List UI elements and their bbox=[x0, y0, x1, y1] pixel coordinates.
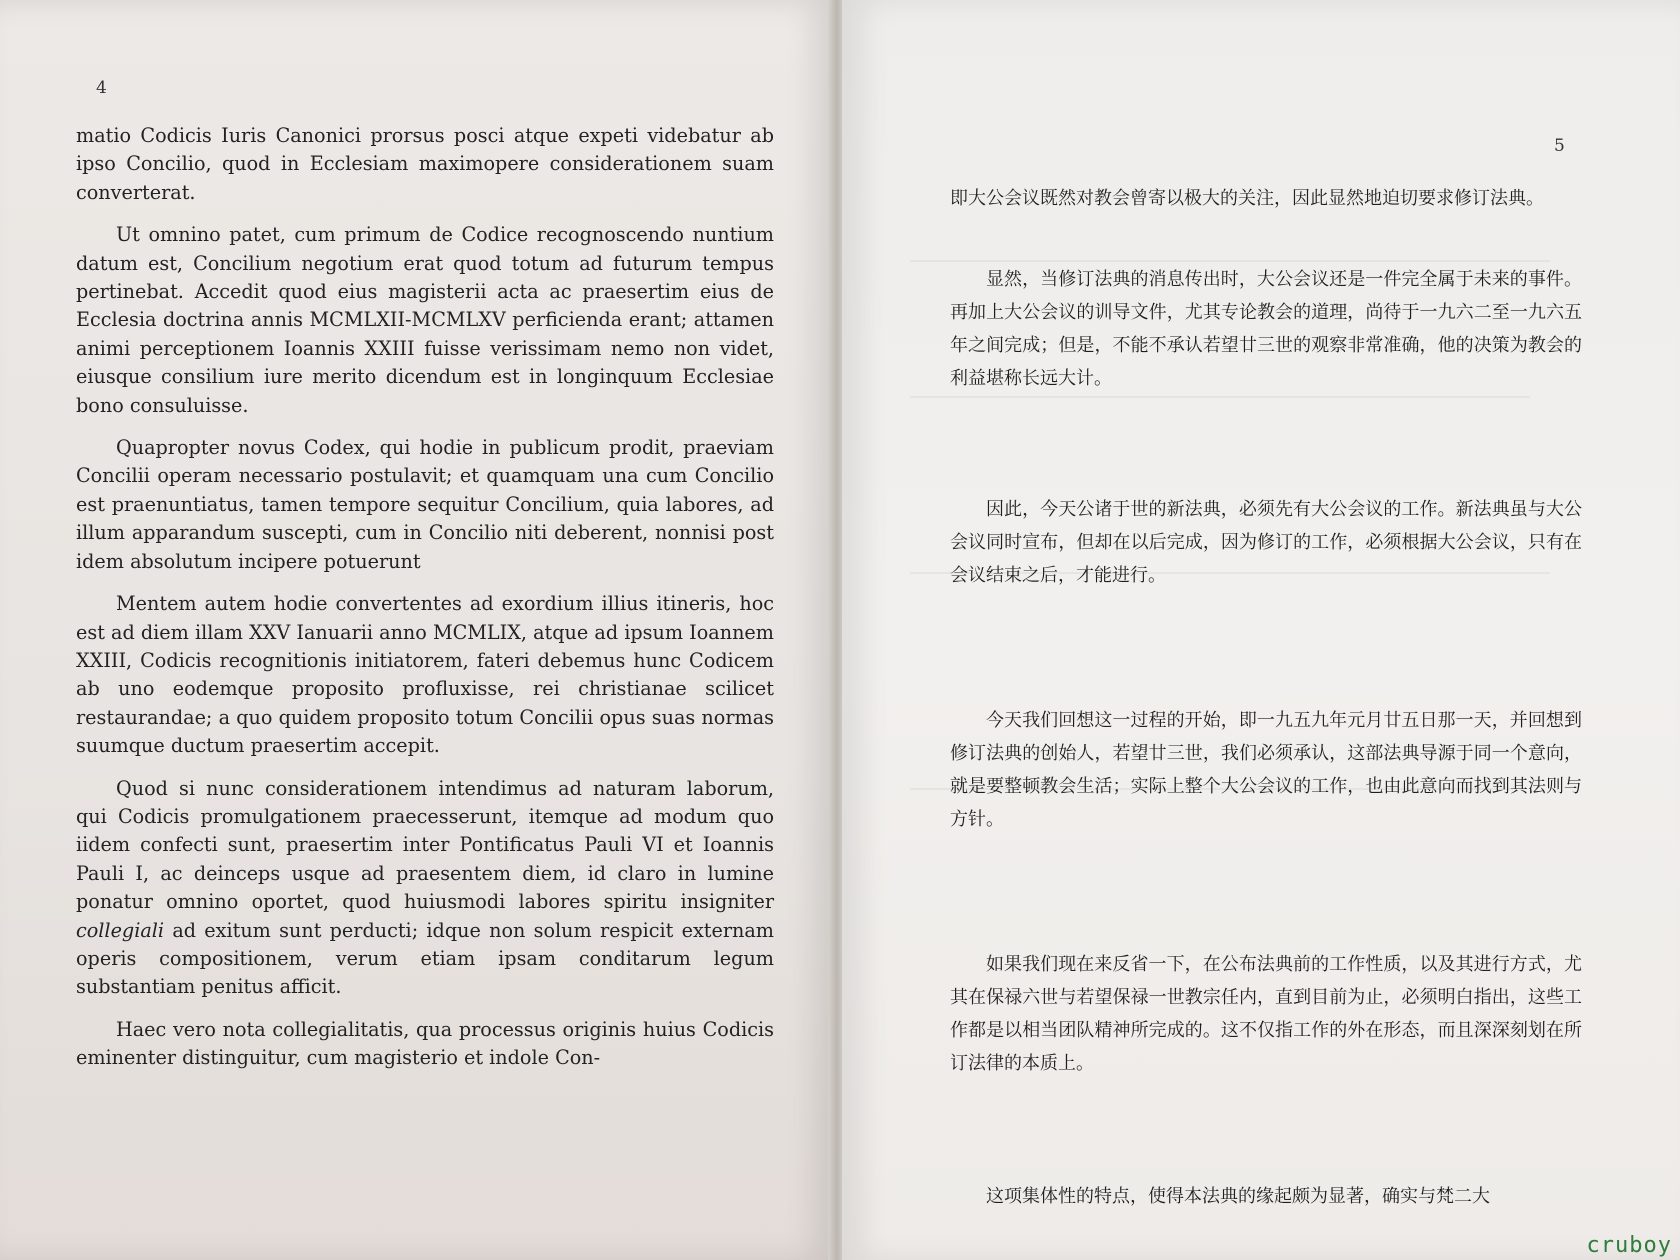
latin-paragraph-4: Mentem autem hodie convertentes ad exordium illius itineris, hoc est ad diem illam XXV Ianuarii anno MCMLIX, atque ad ipsum Ioannem XXIII, Codicis recognitionis initiatorem, fateri debemus hunc Codicem ab uno eodemque proposito profluxisse, rei christianae scilicet restaurandae; a quo quidem proposito totum Concilii opus suas normas suumque ductum praesertim accepit. bbox=[76, 592, 774, 758]
left-page-number: 4 bbox=[96, 78, 107, 98]
left-page bbox=[0, 0, 832, 1260]
latin-paragraph-5-head: Quod si nunc considerationem intendimus ad naturam laborum, qui Codicis promulgationem praecesserunt, itemque ad modum quo iidem confecti sunt, praesertim inter Pontificatus Pauli VI et Ioannis Pauli I, ac deinceps usque ad praesentem diem, id claro in lumine ponatur omnino oportet, quod huiusmodi labores spiritu insigniter bbox=[76, 776, 774, 914]
watermark-text: cruboy bbox=[1586, 1233, 1672, 1258]
chinese-text-block bbox=[950, 182, 1582, 1213]
chinese-paragraph-3: 因此，今天公诸于世的新法典，必须先有大公会议的工作。新法典虽与大公会议同时宣布，但却在以后完成，因为修订的工作，必须根据大公会议，只有在会议结束之后，才能进行。 bbox=[950, 499, 1582, 586]
latin-paragraph-2: Ut omnino patet, cum primum de Codice recognoscendo nuntium datum est, Concilium negotium erat quod totum ad futurum tempus pertinebat. Accedit quod eius magisterii acta ac praesertim eius de Ecclesia doctrina annis MCMLXII-MCMLXV perficienda erant; attamen animi perceptionem Ioannis XXIII fuisse verissimam nemo non videt, eiusque consilium iure merito dicendum est in longinquum Ecclesiae bono consuluisse. bbox=[76, 223, 774, 417]
latin-paragraph-3: Quapropter novus Codex, qui hodie in publicum prodit, praeviam Concilii operam necessario postulavit; et quamquam una cum Concilio est praenuntiatus, tamen tempore sequitur Concilium, quia labores, ad illum apparandum suscepti, cum in Concilio niti deberent, nonnisi post idem absolutum incipere potuerunt bbox=[76, 436, 774, 573]
chinese-paragraph-2: 显然，当修订法典的消息传出时，大公会议还是一件完全属于未来的事件。再加上大公会议的训导文件，尤其专论教会的道理，尚待于一九六二至一九六五年之间完成；但是，不能不承认若望廿三世的观察非常准确，他的决策为教会的利益堪称长远大计。 bbox=[950, 269, 1582, 389]
right-page-number: 5 bbox=[1554, 136, 1565, 156]
chinese-paragraph-6: 这项集体性的特点，使得本法典的缘起颇为显著，确实与梵二大 bbox=[986, 1186, 1490, 1207]
chinese-paragraph-5: 如果我们现在来反省一下，在公布法典前的工作性质，以及其进行方式，尤其在保禄六世与若望保禄一世教宗任内，直到目前为止，必须明白指出，这些工作都是以相当团队精神所完成的。这不仅指工作的外在形态，而且深深刻划在所订法律的本质上。 bbox=[950, 954, 1582, 1074]
latin-paragraph-5 bbox=[76, 775, 774, 1002]
italic-word: collegiali bbox=[76, 918, 165, 942]
latin-paragraph-5-tail: ad exitum sunt perducti; idque non solum respicit externam operis compositionem, verum etiam ipsam conditarum legum substantiam penitus afficit. bbox=[76, 918, 774, 999]
chinese-paragraph-1: 即大公会议既然对教会曾寄以极大的关注，因此显然地迫切要求修订法典。 bbox=[950, 188, 1544, 209]
latin-paragraph-1: matio Codicis Iuris Canonici prorsus posci atque expeti videbatur ab ipso Concilio, quod in Ecclesiam maximopere considerationem suam converterat. bbox=[76, 124, 774, 204]
latin-paragraph-6: Haec vero nota collegialitatis, qua processus originis huius Codicis eminenter distinguitur, cum magisterio et indole Con- bbox=[76, 1017, 774, 1070]
latin-text-block bbox=[76, 122, 774, 1087]
chinese-paragraph-4: 今天我们回想这一过程的开始，即一九五九年元月廿五日那一天，并回想到修订法典的创始人，若望廿三世，我们必须承认，这部法典导源于同一个意向，就是要整顿教会生活；实际上整个大公会议的工作，也由此意向而找到其法则与方针。 bbox=[950, 710, 1582, 830]
